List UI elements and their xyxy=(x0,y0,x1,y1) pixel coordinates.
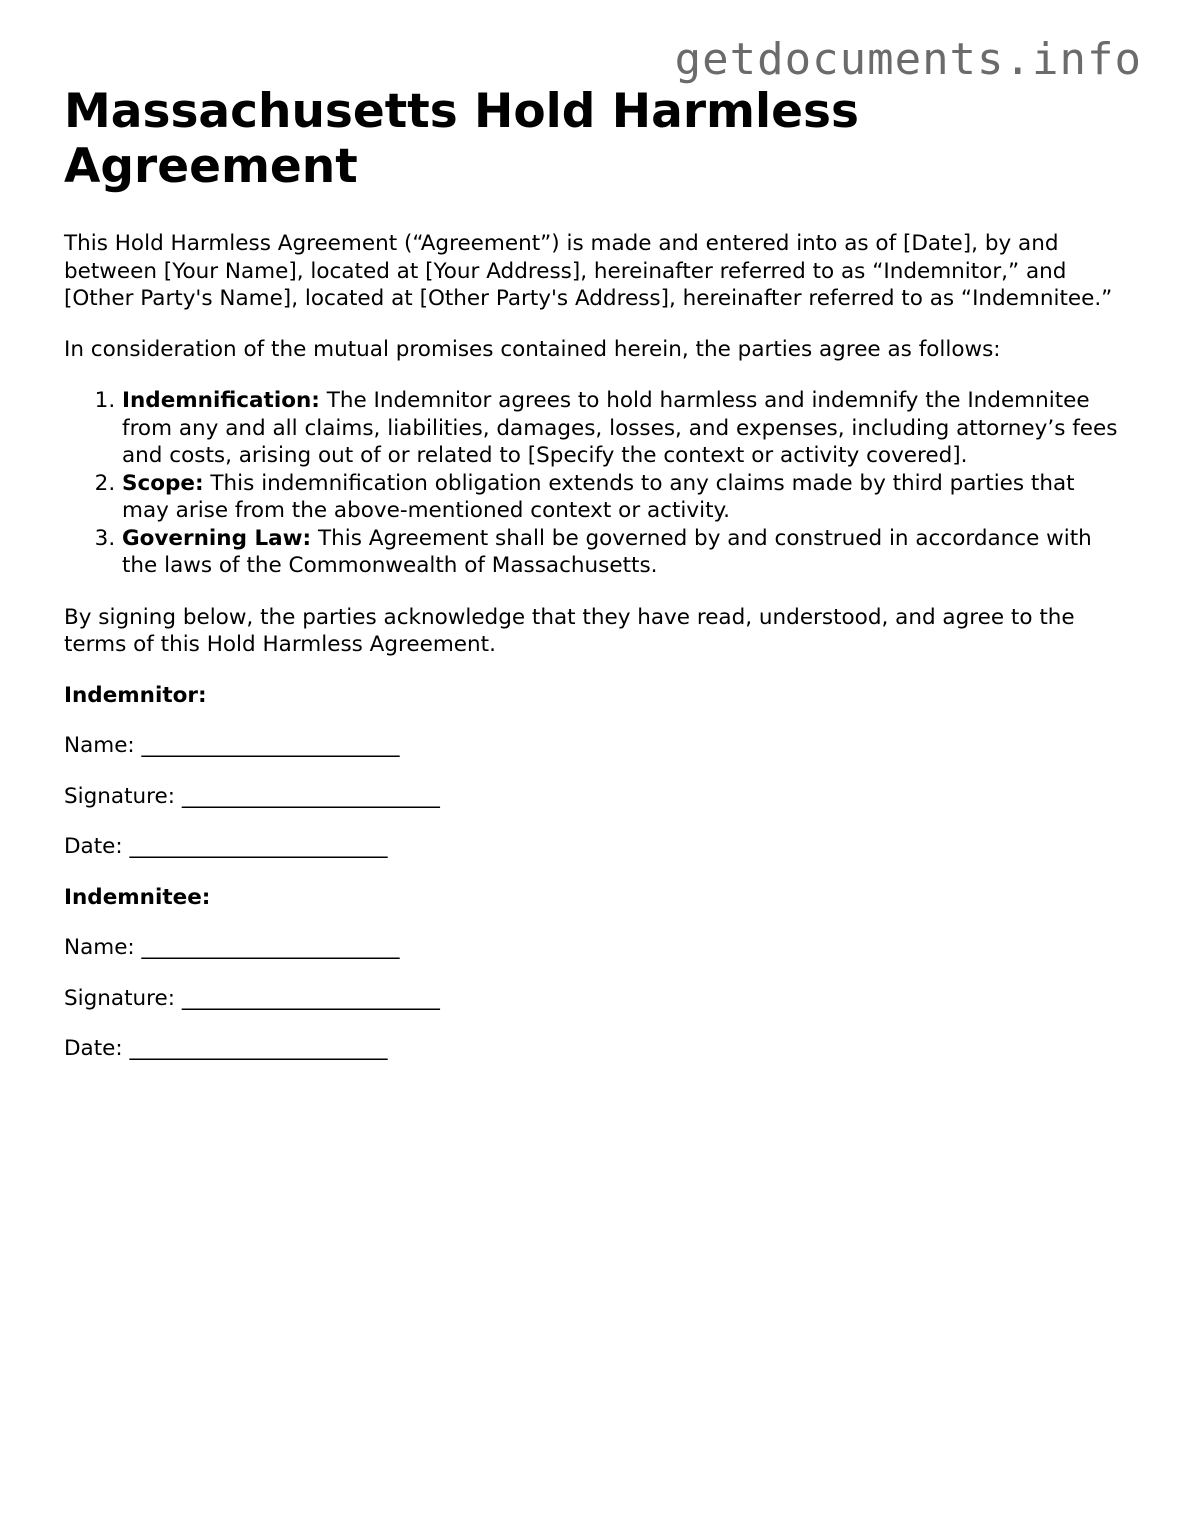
indemnitee-heading: Indemnitee: xyxy=(64,884,211,910)
field-label: Signature: xyxy=(64,783,175,809)
clause-text: The Indemnitor agrees to hold harmless and indemnify the Indemnitee from any and all claims, liabilities, damages, losses, and expenses, including attorney’s fees and costs, arising out of or related to [Specify the context or activity covered]. xyxy=(122,388,1118,468)
field-label: Date: xyxy=(64,834,123,859)
clause-item xyxy=(122,525,1124,580)
blank-line[interactable]: ________________________ xyxy=(129,834,388,859)
clause-heading: Indemnification: xyxy=(122,388,320,413)
indemnitee-signature-field[interactable] xyxy=(64,985,1124,1013)
clause-heading: Governing Law: xyxy=(122,525,312,551)
indemnitor-name-field[interactable] xyxy=(64,732,1124,760)
field-label: Signature: xyxy=(64,985,175,1011)
clause-list xyxy=(64,387,1124,580)
indemnitor-heading: Indemnitor: xyxy=(64,682,207,708)
field-label: Name: xyxy=(64,733,135,758)
blank-line[interactable]: ________________________ xyxy=(129,1036,388,1061)
document xyxy=(64,84,1124,1063)
consideration-paragraph: In consideration of the mutual promises contained herein, the parties agree as follows: xyxy=(64,336,1001,362)
blank-line[interactable]: ________________________ xyxy=(181,985,440,1011)
clause-text: This Agreement shall be governed by and construed in accordance with the laws of the Commonwealth of Massachusetts. xyxy=(122,525,1092,578)
indemnitee-date-field[interactable] xyxy=(64,1035,1124,1063)
blank-line[interactable]: ________________________ xyxy=(141,935,400,960)
document-title: Massachusetts Hold Harmless Agreement xyxy=(64,84,859,194)
field-label: Name: xyxy=(64,935,135,960)
intro-paragraph: This Hold Harmless Agreement (“Agreement”) is made and entered into as of [Date], by and between [Your Name], located at [Your Address], hereinafter referred to as “Indemnitor,” and [Other Party's Name], located at [Other Party's Address], hereinafter referred to as “Indemnitee.” xyxy=(64,231,1113,311)
blank-line[interactable]: ________________________ xyxy=(141,733,400,758)
acknowledgement-paragraph: By signing below, the parties acknowledge that they have read, understood, and agree to the terms of this Hold Harmless Agreement. xyxy=(64,604,1075,657)
clause-text: This indemnification obligation extends to any claims made by third parties that may arise from the above-mentioned context or activity. xyxy=(122,470,1075,523)
indemnitee-name-field[interactable] xyxy=(64,934,1124,962)
watermark: getdocuments.info xyxy=(674,34,1142,85)
clause-heading: Scope: xyxy=(122,470,204,496)
clause-item xyxy=(122,470,1124,525)
clause-item xyxy=(122,387,1124,470)
indemnitor-date-field[interactable] xyxy=(64,833,1124,861)
blank-line[interactable]: ________________________ xyxy=(181,783,440,809)
field-label: Date: xyxy=(64,1036,123,1061)
indemnitor-signature-field[interactable] xyxy=(64,783,1124,811)
